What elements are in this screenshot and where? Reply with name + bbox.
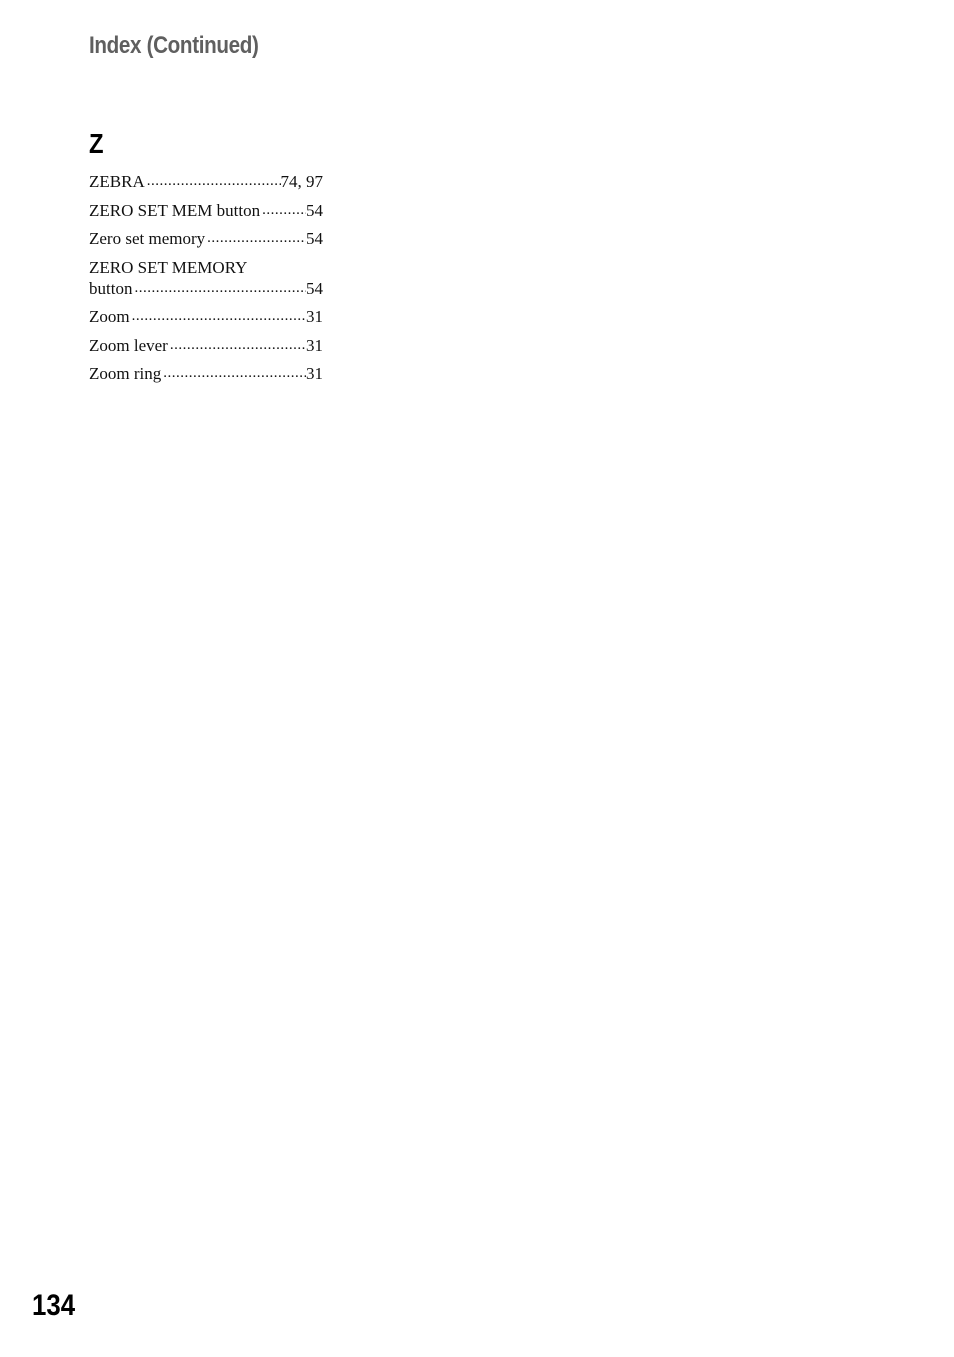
index-term: Zero set memory (89, 229, 206, 248)
index-term-tail: button (89, 278, 133, 298)
section-letter-heading: Z (89, 128, 104, 159)
index-page-ref: 31 (306, 335, 323, 355)
dot-leader (161, 363, 306, 384)
index-page-ref: 31 (306, 364, 323, 383)
index-term: Zoom ring (89, 364, 162, 383)
index-term-continuation (89, 278, 323, 299)
index-page-ref: 31 (306, 307, 323, 326)
index-term: ZERO SET MEMORY (89, 257, 248, 277)
index-entry (89, 200, 323, 221)
index-page-ref: 54 (306, 229, 323, 248)
index-term: Zoom lever (89, 335, 168, 355)
index-term: Zoom (89, 307, 130, 326)
page-number: 134 (32, 1289, 76, 1322)
index-entry (89, 306, 323, 327)
index-entry (89, 228, 323, 249)
index-term: ZERO SET MEM button (89, 200, 261, 220)
dot-leader (260, 200, 306, 221)
index-page-ref: 54 (306, 200, 323, 220)
dot-leader (205, 228, 306, 249)
index-term: ZEBRA (89, 172, 145, 191)
index-entry (89, 335, 323, 356)
page-title: Index (Continued) (89, 32, 259, 59)
index-page-ref: 54 (306, 278, 323, 298)
index-entry (89, 257, 323, 299)
index-entry (89, 363, 323, 384)
index-list (89, 171, 323, 392)
index-entry (89, 171, 323, 192)
index-page-ref: 74, 97 (280, 172, 323, 191)
dot-leader (130, 306, 306, 327)
dot-leader (132, 278, 306, 299)
dot-leader (168, 335, 306, 356)
dot-leader (145, 171, 281, 192)
